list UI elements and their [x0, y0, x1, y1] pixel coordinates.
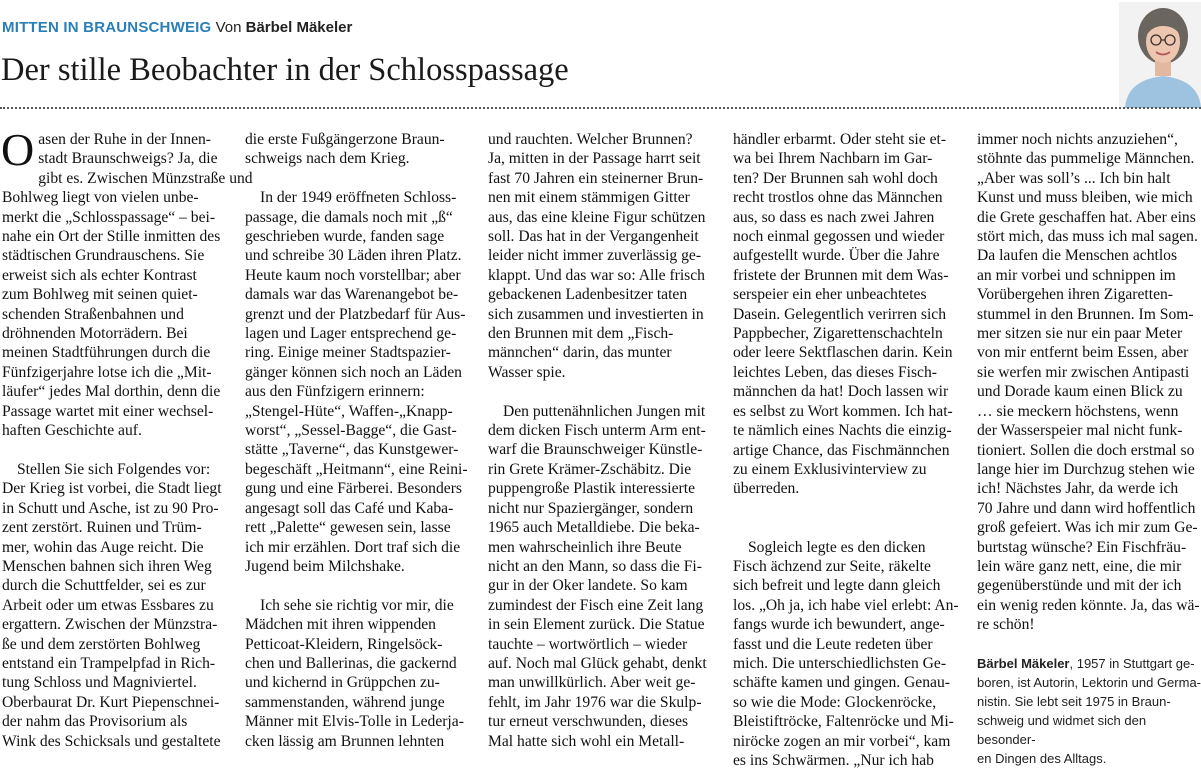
text-line: … sie meckern höchstens, wenn — [977, 402, 1179, 420]
text-line: rett „Palette“ gewesen sein, lasse — [245, 519, 451, 537]
text-line: Kunst und muss bleiben, wie mich — [977, 189, 1193, 207]
text-line: damals war das Warenangebot be- — [245, 286, 459, 304]
text-line: Da laufen die Menschen achtlos — [977, 247, 1178, 265]
text-line: serspeier ein eher unbeachtetes — [733, 286, 927, 304]
text-line: meinen Stadtführungen durch die — [2, 344, 211, 362]
text-line: niröcke zogen an mir vorbei“, kam — [733, 732, 951, 750]
text-line: gung und eine Färberei. Besonders — [245, 480, 462, 498]
text-line: puppengroße Plastik interessierte — [488, 480, 695, 498]
text-line: Wink des Schicksals und gestaltete — [2, 732, 221, 750]
text-line: oder leere Sektflaschen darin. Kein — [733, 344, 953, 362]
author-portrait — [1119, 2, 1201, 108]
text-line: In der 1949 eröffneten Schloss- — [260, 189, 457, 207]
text-line: groß gefeiert. Was ich mir zum Ge- — [977, 519, 1198, 537]
text-line: „Aber was soll’s ... Ich bin halt — [977, 169, 1171, 187]
text-line: Wasser spie. — [488, 363, 566, 381]
text-line: zu einem Exklusivinterview zu — [733, 460, 927, 478]
text-line: nen mit einem stämmigen Gitter — [488, 189, 690, 207]
text-line: die Grete geschaffen hat. Aber eins — [977, 208, 1196, 226]
text-line: immer noch nichts anzuziehen“, — [977, 131, 1178, 148]
text-line: Heute kaum noch vorstellbar; aber — [245, 266, 461, 284]
text-line: zum Bohlweg mit seinen quiet- — [2, 286, 198, 304]
text-line: Fünfzigerjahre lotse ich die „Mit- — [2, 363, 212, 381]
text-line: es ins Schwärmen. „Nur ich hab — [733, 751, 934, 769]
author-portrait-image — [1119, 2, 1201, 108]
text-line: in Schutt und Asche, ist zu 90 Pro- — [2, 499, 219, 517]
text-line: stört mich, das muss ich mal sagen. — [977, 228, 1198, 246]
article-column-4 — [733, 130, 959, 770]
text-line: zumindest der Fisch eine Zeit lang — [488, 596, 704, 614]
text-line: 70 Jahre und dann wird hoffentlich — [977, 499, 1196, 517]
text-line: städtischen Grundrauschens. Sie — [2, 247, 205, 265]
text-line: Mal hatte sich wohl ein Metall- — [488, 732, 685, 750]
text-line: in sein Element zurück. Die Statue — [488, 616, 705, 634]
text-line: Ich sehe sie richtig vor mir, die — [260, 596, 454, 614]
text-line: mer, wohin das Auge reicht. Die — [2, 538, 204, 556]
text-line: entstand ein Trampelpfad in Rich- — [2, 654, 216, 672]
text-line: stöhnte das pummelige Männchen. — [977, 150, 1195, 168]
article-column-1 — [1, 124, 253, 751]
headline-divider — [0, 107, 1201, 109]
text-line: rin Grete Krämer-Zschäbitz. Die — [488, 460, 692, 478]
byline-author: Bärbel Mäkeler — [245, 19, 353, 36]
text-line: ergattern. Zwischen der Münzstra- — [2, 616, 218, 634]
text-line: burtstag wünsche? Ein Fischfräu- — [977, 538, 1187, 556]
bio-line — [977, 654, 1201, 673]
text-line: männchen da hat! Doch lassen wir — [733, 383, 949, 401]
text-line: man unwillkürlich. Aber weit ge- — [488, 674, 696, 692]
text-line: ich! Nächstes Jahr, da werde ich — [977, 480, 1179, 498]
text-line: ich mir erzählen. Dort traf sich die — [245, 538, 461, 556]
text-line: te nämlich eines Nachts die einzig- — [733, 422, 952, 440]
text-line: und Dorade kaum einen Blick zu — [977, 383, 1183, 401]
text-line: so wie die Mode: Glockenröcke, — [733, 693, 937, 711]
text-line: Stellen Sie sich Folgendes vor: — [17, 460, 211, 478]
text-line: es selbst zu Wort kommen. Ich hat- — [733, 402, 953, 420]
text-line: warf die Braunschweiger Künstle- — [488, 441, 703, 459]
text-line: fasst und die Leute redeten über — [733, 635, 933, 653]
text-line: aus, so dass es nach zwei Jahren — [733, 208, 935, 226]
text-line: durch die Schuttfelder, sei es zur — [2, 577, 206, 595]
text-line: ten? Der Brunnen sah wohl doch — [733, 169, 938, 187]
text-line: grenzt und der Platzbedarf für Aus- — [245, 305, 466, 323]
text-line: noch einmal gegossen und wieder — [733, 228, 945, 246]
paragraph-gap — [245, 576, 468, 595]
text-line: gibt es. Zwischen Münzstraße und — [38, 169, 253, 187]
text-line: fast 70 Jahren ein steinerner Brun- — [488, 169, 704, 187]
text-line: die erste Fußgängerzone Braun- — [245, 131, 445, 148]
text-line: Menschen bahnen sich ihren Weg — [2, 557, 212, 575]
text-line: auf. Noch mal Glück gehabt, denkt — [488, 654, 707, 672]
text-line: fristete der Brunnen mit dem Was- — [733, 266, 949, 284]
bio-text: , 1957 in Stuttgart ge- — [1069, 655, 1195, 671]
text-line: männchen“ darin, das munter — [488, 344, 672, 362]
text-line: Fisch ächzend zur Seite, räkelte — [733, 557, 931, 575]
text-line: aus den Fünfzigern erinnern: — [245, 383, 425, 401]
text-line: passage, die damals noch mit „ß“ — [245, 208, 453, 226]
bio-line: en Dingen des Alltags. — [977, 750, 1107, 766]
text-line: worst“, „Sessel-Bagge“, die Gast- — [245, 422, 457, 440]
text-line: artige Chance, das Fischmännchen — [733, 441, 950, 459]
text-line: „Stengel-Hüte“, Waffen-„Knapp- — [245, 402, 453, 420]
text-line: fehlt, im Jahr 1976 war die Skulp- — [488, 693, 702, 711]
text-line: läufer“ jedes Mal dorthin, denn die — [2, 383, 221, 401]
text-line: stummel in den Brunnen. Im Som- — [977, 305, 1194, 323]
text-line: Mädchen mit ihren wippenden — [245, 616, 436, 634]
text-line: tur erneut verschwunden, dieses — [488, 713, 689, 731]
text-line: 1965 auch Metalldiebe. Die beka- — [488, 519, 700, 537]
text-line: schäfte kamen und gingen. Genau- — [733, 674, 950, 692]
text-line: Petticoat-Kleidern, Ringelsöck- — [245, 635, 443, 653]
text-line: und rauchten. Welcher Brunnen? — [488, 131, 693, 148]
text-line: den Brunnen mit dem „Fisch- — [488, 325, 674, 343]
text-line: erweist sich als echter Kontrast — [2, 266, 197, 284]
text-line: chen und Ballerinas, die gackernd — [245, 654, 457, 672]
text-line: Männer mit Elvis-Tolle in Lederja- — [245, 713, 464, 731]
text-line: schenden Straßenbahnen und — [2, 305, 184, 323]
text-line: re schön! — [977, 616, 1035, 634]
byline-prefix: Von — [215, 19, 242, 36]
text-line: gänger können sich noch an Läden — [245, 363, 462, 381]
text-line: dem dicken Fisch unterm Arm ent- — [488, 422, 706, 440]
text-line: lein wäre ganz nett, eine, die mir — [977, 557, 1182, 575]
article-column-3 — [488, 130, 707, 751]
text-line: Den puttenähnlichen Jungen mit — [503, 402, 706, 420]
paragraph-gap — [245, 169, 468, 188]
text-line: schweigs nach dem Krieg. — [245, 150, 410, 168]
author-bio — [977, 654, 1201, 768]
text-line: gur in der Oker landete. So kam — [488, 577, 688, 595]
text-line: und kichernd in Grüppchen zu- — [245, 674, 440, 692]
paragraph-gap — [488, 382, 707, 401]
text-line: nicht an den Mann, so dass die Fi- — [488, 557, 702, 575]
text-line: wa bei Ihrem Nachbarn im Gar- — [733, 150, 933, 168]
text-line: soll. Das hat in der Vergangenheit — [488, 228, 699, 246]
text-line: tauchte – wortwörtlich – wieder — [488, 635, 688, 653]
text-line: mer sitzen sie nur ein paar Meter — [977, 325, 1183, 343]
text-line: ße und dem zerstörten Bohlweg — [2, 635, 201, 653]
text-line: Vorübergehen ihren Zigaretten- — [977, 286, 1174, 304]
text-line: gebackenen Ladenbesitzer taten — [488, 286, 688, 304]
text-line: und schreibe 30 Läden ihren Platz. — [245, 247, 462, 265]
text-line: tung Schloss und Magniviertel. — [2, 674, 197, 692]
text-line: leichtes Leben, das dieses Fisch- — [733, 363, 937, 381]
text-line: Ja, mitten in der Passage harrt seit — [488, 150, 701, 168]
text-line: ein wenig reden könnte. Ja, das wä- — [977, 596, 1200, 614]
text-line: recht trostlos ohne das Männchen — [733, 189, 943, 207]
text-line: aus, das eine kleine Figur schützen — [488, 208, 706, 226]
text-line: dröhnenden Motorrädern. Bei — [2, 325, 188, 343]
bio-spacer — [977, 635, 1201, 654]
bio-name: Bärbel Mäkeler — [977, 655, 1070, 671]
text-line: Bohlweg liegt von vielen unbe- — [2, 189, 199, 207]
text-line: geschrieben wurde, fanden sage — [245, 228, 445, 246]
text-line: merkt die „Schlosspassage“ – bei- — [2, 208, 216, 226]
text-line: Der Krieg ist vorbei, die Stadt liegt — [2, 480, 222, 498]
text-line: stadt Braunschweigs? Ja, die — [38, 150, 218, 168]
text-line: nicht nur Spaziergänger, sondern — [488, 499, 694, 517]
text-line: begeschäft „Heitmann“, eine Reini- — [245, 460, 468, 478]
text-line: asen der Ruhe in der Innen- — [38, 131, 211, 148]
text-line: Pappbecher, Zigarettenschachteln — [733, 325, 943, 343]
bio-line: schweig und widmet sich den besonder- — [977, 712, 1147, 747]
text-line: men wahrscheinlich ihre Beute — [488, 538, 682, 556]
text-line: Arbeit oder um etwas Essbares zu — [2, 596, 214, 614]
text-line: sich zusammen und investierten in — [488, 305, 704, 323]
text-line: fangs wurde ich bewundert, ange- — [733, 616, 945, 634]
article-column-5 — [977, 130, 1201, 768]
text-line: der Wasserspeier mal nicht funk- — [977, 422, 1183, 440]
text-line: ring. Einige meiner Stadtspazier- — [245, 344, 451, 362]
text-line: Oberbaurat Dr. Kurt Piepenschnei- — [2, 693, 220, 711]
text-line: überreden. — [733, 480, 800, 498]
section-rubric: MITTEN IN BRAUNSCHWEIG — [2, 19, 212, 36]
text-line: tioniert. Sollen die doch erstmal so — [977, 441, 1195, 459]
bio-line: boren, ist Autorin, Lektorin und Germa- — [977, 674, 1201, 690]
text-line: gegenüberstünde und mit der ich — [977, 577, 1182, 595]
bio-line: nistin. Sie lebt seit 1975 in Braun- — [977, 693, 1171, 709]
text-line: lagen und Lager entsprechend ge- — [245, 325, 457, 343]
text-line: mich. Die unterschiedlichsten Ge- — [733, 654, 947, 672]
text-line: klappt. Und das war so: Alle frisch — [488, 266, 705, 284]
article-column-2 — [245, 130, 468, 751]
text-line: leider nicht immer zuverlässig ge- — [488, 247, 702, 265]
text-line: Sogleich legte es den dicken — [748, 538, 926, 556]
paragraph-gap — [733, 518, 959, 537]
text-line: der nahm das Provisorium als — [2, 713, 188, 731]
text-line: sich befreit und legte dann gleich — [733, 577, 941, 595]
text-line: lange hier im Durchzug stehen wie — [977, 460, 1195, 478]
drop-cap: O — [1, 124, 35, 175]
paragraph-gap — [2, 441, 222, 460]
text-line: Dasein. Gelegentlich verirren sich — [733, 305, 947, 323]
text-line: an mir vorbei und schnippen im — [977, 266, 1176, 284]
text-line: Jugend beim Milchshake. — [245, 557, 405, 575]
text-line: cken lässig am Brunnen lehnten — [245, 732, 445, 750]
text-line: sie werfen mir zwischen Antipasti — [977, 363, 1190, 381]
text-line: zent zerstört. Ruinen und Trüm- — [2, 519, 202, 537]
text-line: aufgestellt wurde. Über die Jahre — [733, 247, 940, 265]
text-line: Passage wartet mit einer wechsel- — [2, 402, 214, 420]
text-line: angesagt soll das Café und Kaba- — [245, 499, 454, 517]
text-line: haften Geschichte auf. — [2, 422, 142, 440]
text-line: stätte „Taverne“, das Kunstgewer- — [245, 441, 459, 459]
paragraph-gap — [733, 499, 959, 518]
text-line: sammenstanden, während junge — [245, 693, 445, 711]
text-line: nahe ein Ort der Stille inmitten des — [2, 228, 221, 246]
text-line: von mir entfernt beim Essen, aber — [977, 344, 1189, 362]
article-headline: Der stille Beobachter in der Schlosspassage — [1, 52, 569, 88]
kicker — [2, 18, 352, 38]
text-line: Bleistiftröcke, Faltenröcke und Mi- — [733, 713, 954, 731]
text-line: los. „Oh ja, ich habe viel erlebt: An- — [733, 596, 959, 614]
text-line: händler erbarmt. Oder steht sie et- — [733, 131, 947, 148]
